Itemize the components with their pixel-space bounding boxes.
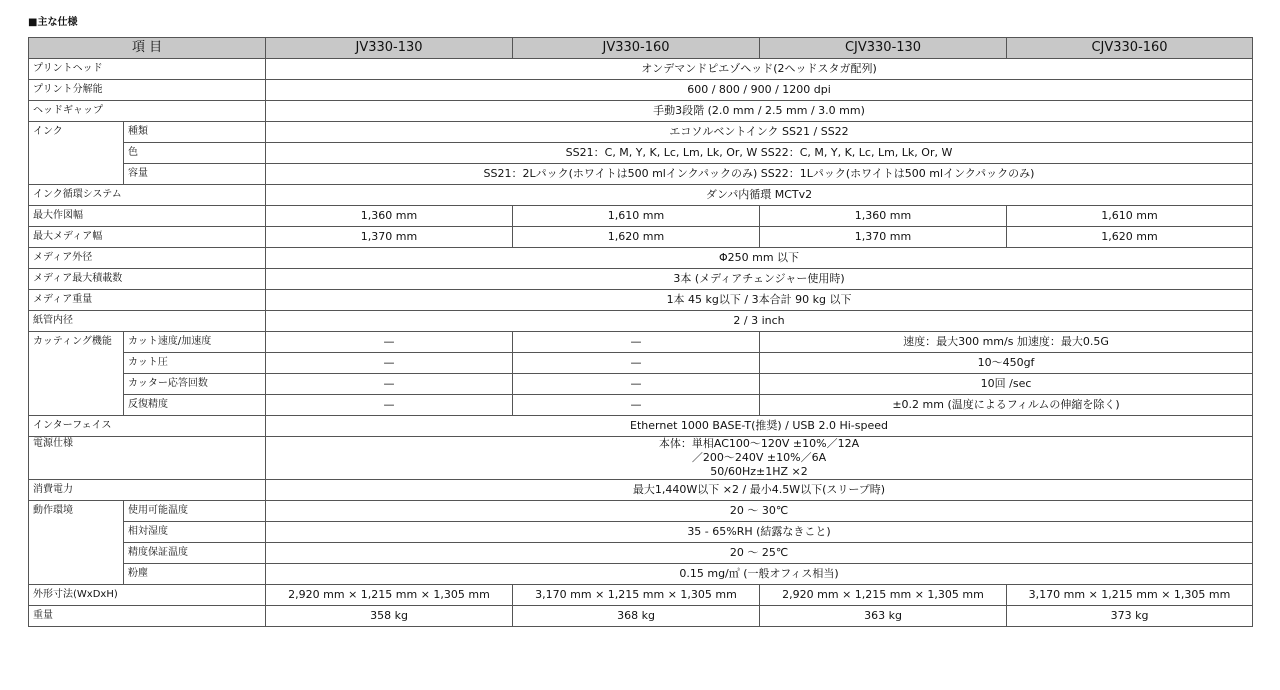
power-line: ／200〜240V ±10%／6A — [691, 451, 827, 464]
row-label: 最大作図幅 — [29, 206, 266, 227]
row-value: 速度：最大300 mm/s 加速度：最大0.5G — [760, 332, 1253, 353]
table-row — [29, 227, 1253, 248]
dash-value: — — [513, 395, 760, 416]
row-value: 1,620 mm — [1007, 227, 1253, 248]
row-sublabel: 使用可能温度 — [124, 501, 266, 522]
dash-value: — — [513, 332, 760, 353]
row-value: 1,370 mm — [760, 227, 1007, 248]
table-row — [29, 164, 1253, 185]
row-sublabel: 色 — [124, 143, 266, 164]
row-label: ヘッドギャップ — [29, 101, 266, 122]
row-value: 0.15 mg/㎥ (一般オフィス相当) — [266, 564, 1253, 585]
row-value: ±0.2 mm (温度によるフィルムの伸縮を除く) — [760, 395, 1253, 416]
row-value: 最大1,440W以下 ×2 / 最小4.5W以下(スリープ時) — [266, 480, 1253, 501]
table-row — [29, 480, 1253, 501]
row-label: インク — [29, 122, 124, 185]
dash-value: — — [266, 332, 513, 353]
row-value: 35 - 65%RH (結露なきこと) — [266, 522, 1253, 543]
row-value: エコソルベントインク SS21 / SS22 — [266, 122, 1253, 143]
row-label: プリント分解能 — [29, 80, 266, 101]
table-row — [29, 248, 1253, 269]
row-value: 363 kg — [760, 606, 1007, 627]
row-label: 最大メディア幅 — [29, 227, 266, 248]
row-value: 10〜450gf — [760, 353, 1253, 374]
row-sublabel: カッター応答回数 — [124, 374, 266, 395]
table-row — [29, 311, 1253, 332]
dash-value: — — [266, 353, 513, 374]
row-value: 368 kg — [513, 606, 760, 627]
table-row — [29, 101, 1253, 122]
table-row — [29, 606, 1253, 627]
dash-value: — — [513, 353, 760, 374]
power-value — [266, 437, 1253, 480]
row-label: 動作環境 — [29, 501, 124, 585]
row-sublabel: カット圧 — [124, 353, 266, 374]
header-model: JV330-160 — [513, 38, 760, 59]
header-model: CJV330-130 — [760, 38, 1007, 59]
row-label: カッティング機能 — [29, 332, 124, 416]
row-value: 1,620 mm — [513, 227, 760, 248]
row-sublabel: 相対湿度 — [124, 522, 266, 543]
row-label: インク循環システム — [29, 185, 266, 206]
table-row — [29, 585, 1253, 606]
row-sublabel: 種類 — [124, 122, 266, 143]
row-value: SS21：C, M, Y, K, Lc, Lm, Lk, Or, W SS22：C, M, Y, K, Lc, Lm, Lk, Or, W — [266, 143, 1253, 164]
table-row — [29, 564, 1253, 585]
table-row — [29, 395, 1253, 416]
row-label: 外形寸法(WxDxH) — [29, 585, 266, 606]
header-model: JV330-130 — [266, 38, 513, 59]
row-value: 2,920 mm × 1,215 mm × 1,305 mm — [266, 585, 513, 606]
table-row — [29, 206, 1253, 227]
header-row — [29, 38, 1253, 59]
row-label: メディア最大積載数 — [29, 269, 266, 290]
table-row — [29, 59, 1253, 80]
table-row — [29, 290, 1253, 311]
row-value: 1,360 mm — [760, 206, 1007, 227]
header-item: 項 目 — [29, 38, 266, 59]
table-row — [29, 543, 1253, 564]
row-sublabel: 反復精度 — [124, 395, 266, 416]
table-row — [29, 501, 1253, 522]
row-label: 重量 — [29, 606, 266, 627]
row-value: 358 kg — [266, 606, 513, 627]
row-value: 1,370 mm — [266, 227, 513, 248]
spec-table — [28, 37, 1253, 627]
dash-value: — — [266, 374, 513, 395]
row-value: ダンパ内循環 MCTv2 — [266, 185, 1253, 206]
row-value: 1,360 mm — [266, 206, 513, 227]
row-value: 1本 45 kg以下 / 3本合計 90 kg 以下 — [266, 290, 1253, 311]
table-row — [29, 269, 1253, 290]
table-row — [29, 374, 1253, 395]
table-row — [29, 522, 1253, 543]
row-value: Ethernet 1000 BASE-T(推奨) / USB 2.0 Hi-speed — [266, 416, 1253, 437]
row-value: 10回 /sec — [760, 374, 1253, 395]
row-value: SS21：2Lパック(ホワイトは500 mlインクパックのみ) SS22：1Lパック(ホワイトは500 mlインクパックのみ) — [266, 164, 1253, 185]
table-row — [29, 185, 1253, 206]
row-value: 3,170 mm × 1,215 mm × 1,305 mm — [513, 585, 760, 606]
row-value: 1,610 mm — [1007, 206, 1253, 227]
row-label: メディア外径 — [29, 248, 266, 269]
table-row — [29, 80, 1253, 101]
row-sublabel: 容量 — [124, 164, 266, 185]
row-value: オンデマンドピエゾヘッド(2ヘッドスタガ配列) — [266, 59, 1253, 80]
row-value: Φ250 mm 以下 — [266, 248, 1253, 269]
row-label: 紙管内径 — [29, 311, 266, 332]
power-line: 50/60Hz±1HZ ×2 — [710, 465, 808, 478]
row-value: 3本 (メディアチェンジャー使用時) — [266, 269, 1253, 290]
row-value: 3,170 mm × 1,215 mm × 1,305 mm — [1007, 585, 1253, 606]
row-value: 20 〜 25℃ — [266, 543, 1253, 564]
header-model: CJV330-160 — [1007, 38, 1253, 59]
table-row — [29, 332, 1253, 353]
dash-value: — — [513, 374, 760, 395]
row-sublabel: 粉塵 — [124, 564, 266, 585]
table-row — [29, 122, 1253, 143]
row-label: メディア重量 — [29, 290, 266, 311]
row-value: 1,610 mm — [513, 206, 760, 227]
dash-value: — — [266, 395, 513, 416]
row-value: 20 〜 30℃ — [266, 501, 1253, 522]
power-line: 本体：単相AC100〜120V ±10%／12A — [658, 437, 860, 450]
table-row — [29, 416, 1253, 437]
row-sublabel: カット速度/加速度 — [124, 332, 266, 353]
table-row — [29, 143, 1253, 164]
row-label: 電源仕様 — [29, 437, 266, 480]
section-heading: ■主な仕様 — [28, 17, 78, 28]
row-sublabel: 精度保証温度 — [124, 543, 266, 564]
row-value: 600 / 800 / 900 / 1200 dpi — [266, 80, 1253, 101]
table-row — [29, 353, 1253, 374]
row-label: インターフェイス — [29, 416, 266, 437]
row-value: 2,920 mm × 1,215 mm × 1,305 mm — [760, 585, 1007, 606]
row-value: 手動3段階 (2.0 mm / 2.5 mm / 3.0 mm) — [266, 101, 1253, 122]
row-value: 373 kg — [1007, 606, 1253, 627]
row-value: 2 / 3 inch — [266, 311, 1253, 332]
table-row — [29, 437, 1253, 480]
row-label: プリントヘッド — [29, 59, 266, 80]
row-label: 消費電力 — [29, 480, 266, 501]
